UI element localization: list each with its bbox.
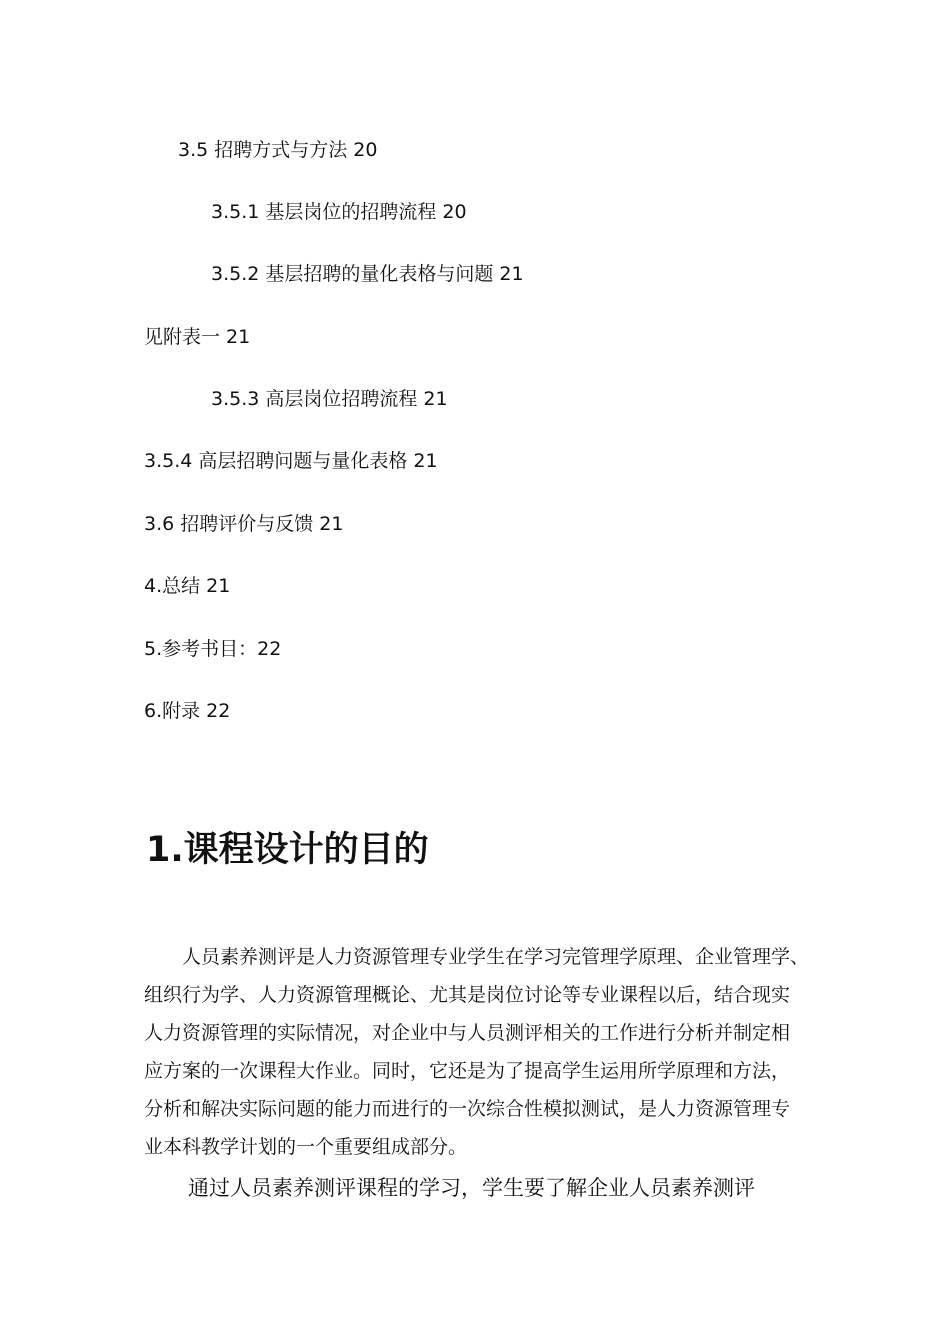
paragraph-line: 应方案的一次课程大作业。同时，它还是为了提高学生运用所学原理和方法， xyxy=(144,1060,791,1082)
paragraph-2-text: 通过人员素养测评课程的学习，学生要了解企业人员素养测评 xyxy=(188,1176,755,1200)
paragraph-line: 人员素养测评是人力资源管理专业学生在学习完管理学原理、企业管理学、 xyxy=(182,946,810,968)
toc-entry-3-6: 3.6 招聘评价与反馈 21 xyxy=(144,513,344,535)
toc-entry-3-5-2: 3.5.2 基层招聘的量化表格与问题 21 xyxy=(211,263,524,285)
paragraph-line: 人力资源管理的实际情况，对企业中与人员测评相关的工作进行分析并制定相 xyxy=(144,1022,791,1044)
section-heading: 1.课程设计的目的 xyxy=(146,830,429,870)
section-paragraph-1 xyxy=(144,938,824,1166)
toc-entry-3-5-3: 3.5.3 高层岗位招聘流程 21 xyxy=(211,388,448,410)
paragraph-line: 组织行为学、人力资源管理概论、尤其是岗位讨论等专业课程以后，结合现实 xyxy=(144,984,791,1006)
paragraph-line: 业本科教学计划的一个重要组成部分。 xyxy=(144,1136,468,1158)
toc-entry-3-5-4: 3.5.4 高层招聘问题与量化表格 21 xyxy=(144,450,438,472)
section-paragraph-2 xyxy=(144,1170,824,1206)
toc-entry-appendix-table-1: 见附表一 21 xyxy=(144,326,251,348)
toc-entry-6: 6.附录 22 xyxy=(144,700,231,722)
toc-entry-5: 5.参考书目：22 xyxy=(144,638,282,660)
toc-entry-4: 4.总结 21 xyxy=(144,575,231,597)
toc-entry-3-5-1: 3.5.1 基层岗位的招聘流程 20 xyxy=(211,201,467,223)
toc-entry-3-5: 3.5 招聘方式与方法 20 xyxy=(178,139,378,161)
paragraph-line: 分析和解决实际问题的能力而进行的一次综合性模拟测试，是人力资源管理专 xyxy=(144,1098,791,1120)
